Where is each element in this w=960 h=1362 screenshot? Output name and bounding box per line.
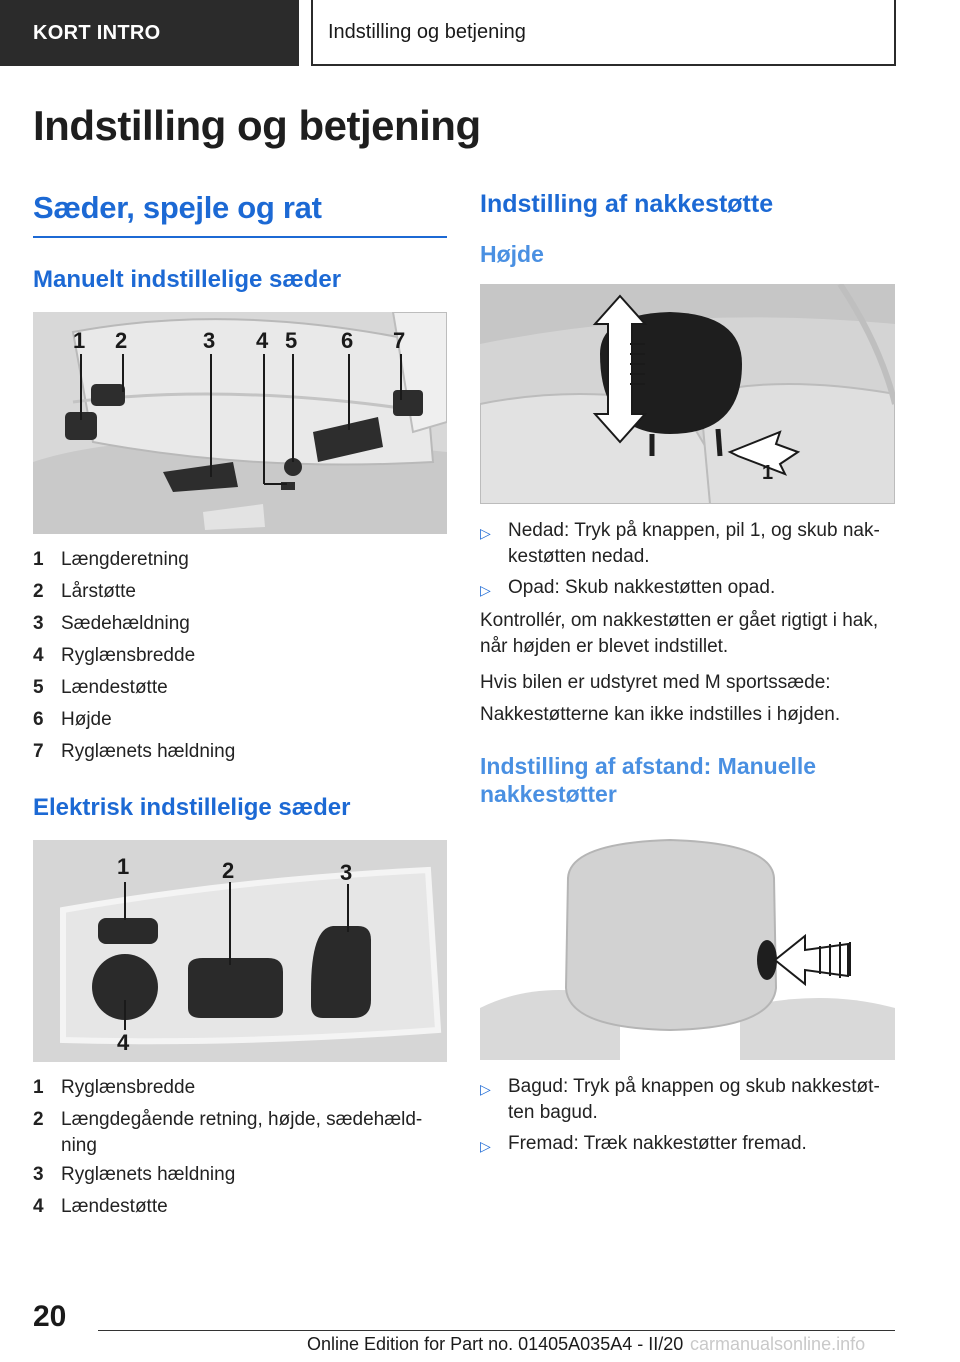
- section-rule: [33, 236, 447, 238]
- watermark: carmanualsonline.info: [690, 1334, 866, 1354]
- list-item: 2 Lårstøtte: [33, 581, 136, 602]
- right-column: [480, 190, 895, 1164]
- height-heading: Højde: [480, 241, 544, 267]
- figure-label-7: 7: [393, 328, 406, 353]
- figure-label-4: 4: [117, 1030, 130, 1055]
- triangle-right-icon: ▷: [480, 1138, 491, 1154]
- push-arrow-icon: [480, 838, 895, 1060]
- figure-label-3: 3: [340, 860, 353, 885]
- height-steps: [480, 518, 895, 603]
- footer-edition: Online Edition for Part no. 01405A035A4 - II/20: [307, 1334, 684, 1354]
- manual-seat-figure: [33, 312, 447, 534]
- triangle-right-icon: ▷: [480, 1081, 491, 1097]
- figure-label-2: 2: [115, 328, 128, 353]
- check-paragraph: Kontrollér, om nakkestøtten er gået rigtigt i hak, når højden er blevet indstillet.: [480, 610, 879, 657]
- electric-callout-lines: [33, 840, 447, 1062]
- figure-label-1: 1: [762, 462, 774, 484]
- triangle-right-icon: ▷: [480, 582, 491, 598]
- list-item: 6 Højde: [33, 709, 112, 730]
- list-item: 3 Sædehældning: [33, 613, 190, 634]
- list-item: 1 Ryglænsbredde: [33, 1077, 196, 1098]
- manual-seats-heading: Manuelt indstillelige sæder: [33, 266, 342, 293]
- figure-label-3: 3: [203, 328, 216, 353]
- electric-seat-legend: [33, 1072, 447, 1223]
- figure-label-5: 5: [285, 328, 298, 353]
- no-adjust-paragraph: Nakkestøtterne kan ikke indstilles i højden.: [480, 704, 841, 725]
- list-item: ▷ Fremad: Træk nakkestøtter fremad.: [480, 1131, 895, 1159]
- figure-label-1: 1: [117, 854, 130, 879]
- distance-steps: [480, 1074, 895, 1159]
- list-item: ▷ Nedad: Tryk på knappen, pil 1, og skub nak-kestøtten nedad.: [480, 518, 895, 570]
- headrest-height-figure: [480, 284, 895, 504]
- footer-rule: [98, 1330, 895, 1331]
- list-item: 3 Ryglænets hældning: [33, 1164, 236, 1185]
- list-item: ▷ Bagud: Tryk på knappen og skub nakkestøt-ten bagud.: [480, 1074, 895, 1126]
- list-item: 1 Længderetning: [33, 549, 189, 570]
- electric-seat-figure: [33, 840, 447, 1062]
- list-item: 7 Ryglænets hældning: [33, 741, 236, 762]
- figure-label-6: 6: [341, 328, 354, 353]
- tab-chapter[interactable]: Indstilling og betjening: [311, 0, 896, 66]
- headrest-heading: Indstilling af nakkestøtte: [480, 190, 774, 218]
- triangle-right-icon: ▷: [480, 525, 491, 541]
- list-item: 5 Lændestøtte: [33, 677, 168, 698]
- page-number: 20: [33, 1300, 67, 1333]
- push-arrow-icon: [480, 284, 895, 504]
- headrest-distance-figure: [480, 838, 895, 1060]
- list-item: ▷ Opad: Skub nakkestøtten opad.: [480, 575, 895, 603]
- figure-label-2: 2: [222, 858, 235, 883]
- list-item: 4 Ryglænsbredde: [33, 645, 196, 666]
- list-item: 2 Længdegående retning, højde, sædehæld-ning: [33, 1109, 423, 1156]
- list-item: 4 Lændestøtte: [33, 1196, 168, 1217]
- left-column: [33, 190, 447, 1223]
- tab-section[interactable]: KORT INTRO: [0, 0, 299, 66]
- figure-label-1: 1: [73, 328, 86, 353]
- header-tabs: [0, 0, 960, 66]
- figure-label-4: 4: [256, 328, 269, 353]
- sport-seat-paragraph: Hvis bilen er udstyret med M sportssæde:: [480, 672, 831, 693]
- page-title: Indstilling og betjening: [33, 102, 481, 149]
- section-title: Sæder, spejle og rat: [33, 190, 322, 225]
- electric-seats-heading: Elektrisk indstillelige sæder: [33, 794, 351, 821]
- manual-callout-lines: [33, 312, 447, 534]
- distance-heading: Indstilling af afstand: Manuelle nakkestøtter: [480, 753, 817, 807]
- manual-seat-legend: [33, 544, 447, 768]
